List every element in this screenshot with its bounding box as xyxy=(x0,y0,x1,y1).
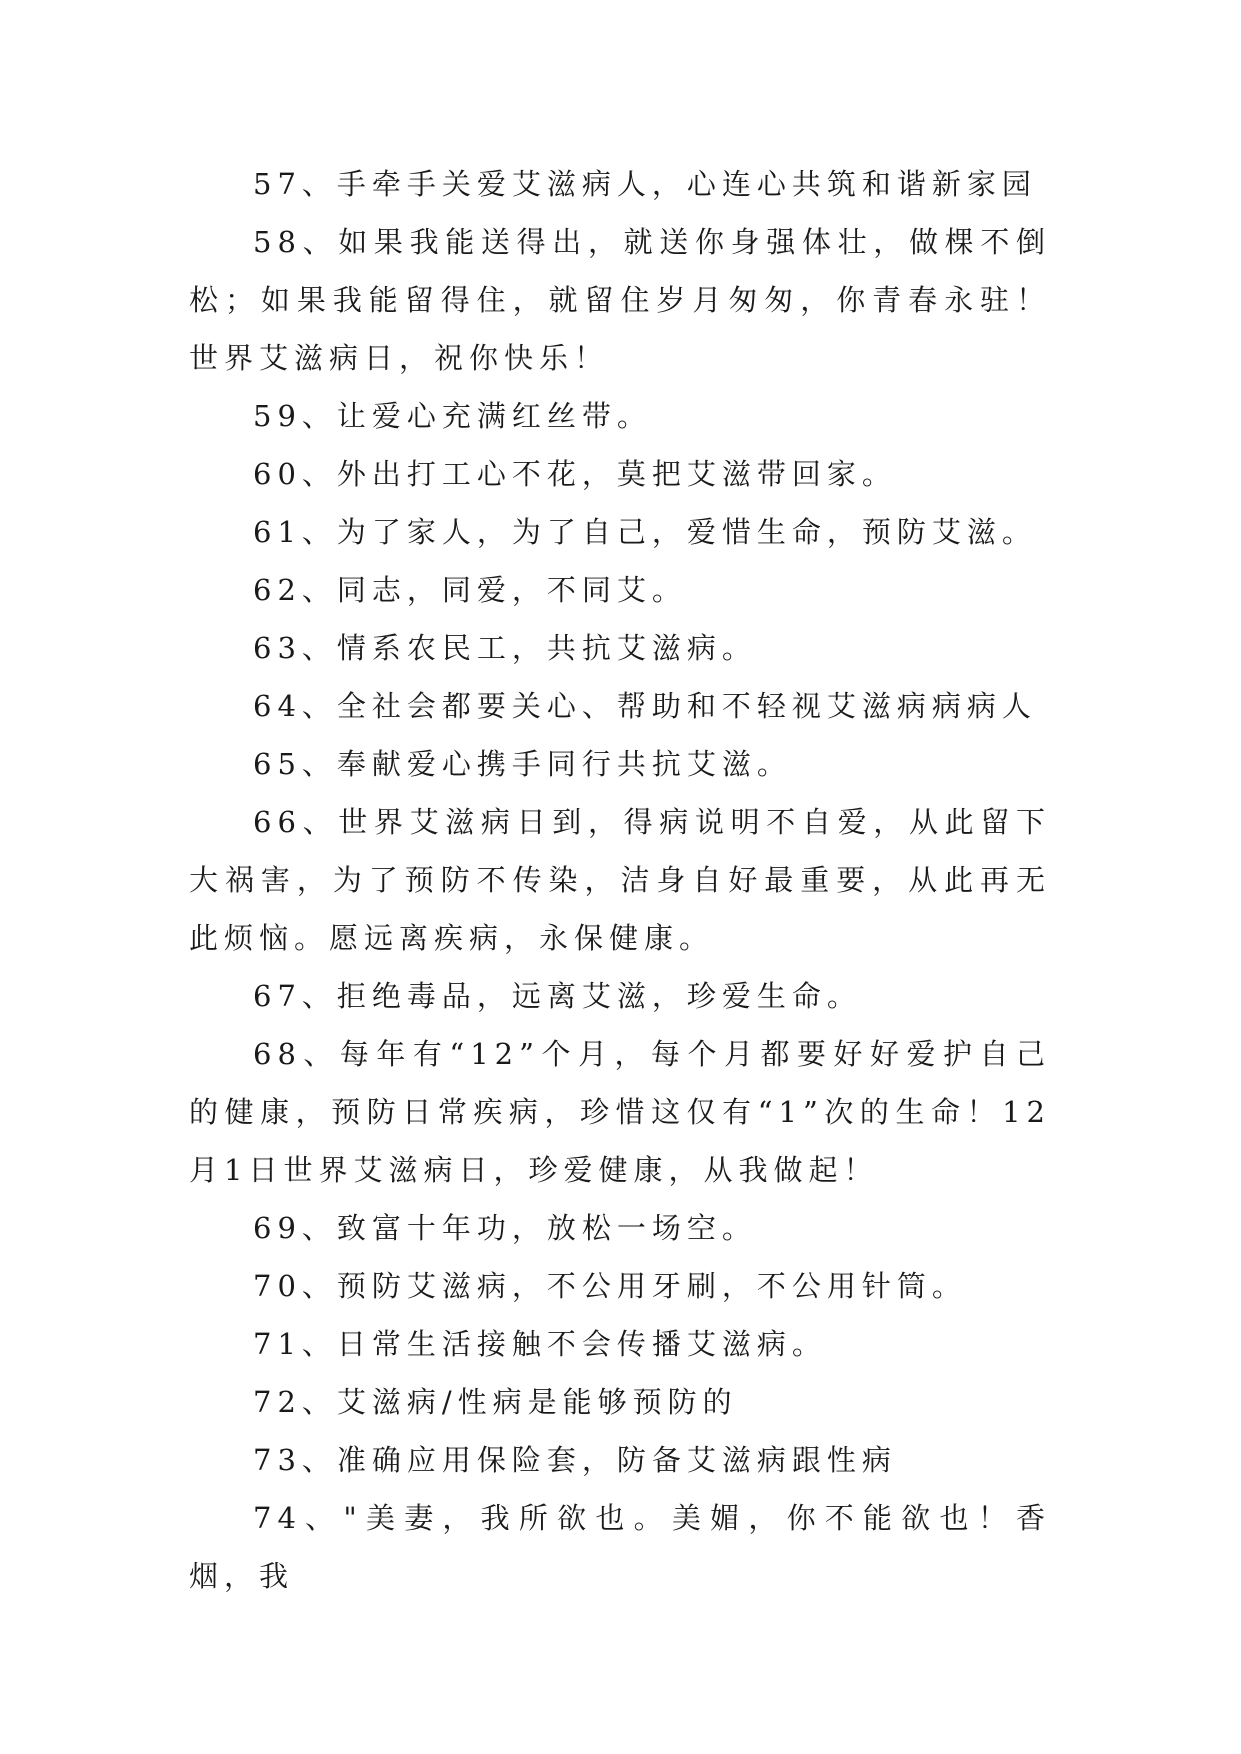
slogan-57: 57、手牵手关爱艾滋病人，心连心共筑和谐新家园 xyxy=(253,167,1037,201)
slogan-65: 65、奉献爱心携手同行共抗艾滋。 xyxy=(253,747,792,781)
slogan-60: 60、外出打工心不花，莫把艾滋带回家。 xyxy=(253,457,897,491)
slogan-63: 63、情系农民工，共抗艾滋病。 xyxy=(253,631,757,665)
slogan-64: 64、全社会都要关心、帮助和不轻视艾滋病病病人 xyxy=(253,689,1037,723)
slogan-73: 73、准确应用保险套，防备艾滋病跟性病 xyxy=(253,1443,897,1477)
slogan-72: 72、艾滋病/性病是能够预防的 xyxy=(253,1385,738,1419)
slogan-61: 61、为了家人，为了自己，爱惜生命，预防艾滋。 xyxy=(253,515,1037,549)
slogan-66: 66、世界艾滋病日到，得病说明不自爱，从此留下大祸害，为了预防不传染，洁身自好最重要，从此再无此烦恼。愿远离疾病，永保健康。 xyxy=(189,805,1051,955)
slogan-58: 58、如果我能送得出，就送你身强体壮，做棵不倒松；如果我能留得住，就留住岁月匆匆，你青春永驻！世界艾滋病日，祝你快乐！ xyxy=(189,225,1051,375)
slogan-69: 69、致富十年功，放松一场空。 xyxy=(253,1211,757,1245)
slogan-70: 70、预防艾滋病，不公用牙刷，不公用针筒。 xyxy=(253,1269,967,1303)
slogan-67: 67、拒绝毒品，远离艾滋，珍爱生命。 xyxy=(253,979,862,1013)
slogan-62: 62、同志，同爱，不同艾。 xyxy=(253,573,687,607)
slogan-68: 68、每年有“12”个月，每个月都要好好爱护自己的健康，预防日常疾病，珍惜这仅有“1”次的生命！12月1日世界艾滋病日，珍爱健康，从我做起！ xyxy=(189,1037,1051,1187)
slogan-74: 74、"美妻，我所欲也。美媚，你不能欲也！香烟，我 xyxy=(189,1501,1051,1593)
document-body xyxy=(189,155,1051,1605)
slogan-71: 71、日常生活接触不会传播艾滋病。 xyxy=(253,1327,827,1361)
slogan-59: 59、让爱心充满红丝带。 xyxy=(253,399,652,433)
